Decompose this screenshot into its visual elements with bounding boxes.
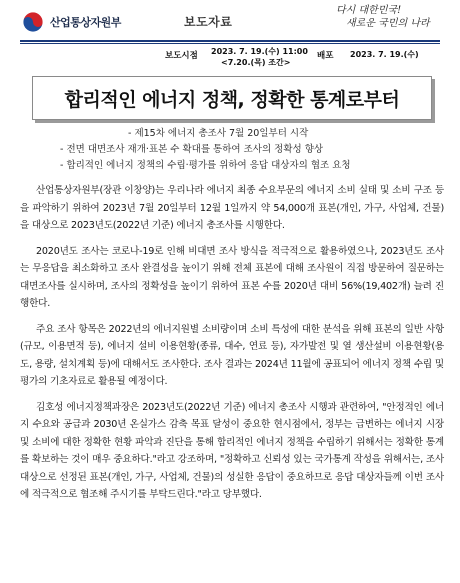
- header-divider-thin: [20, 43, 440, 44]
- body-paragraph: 2020년도 조사는 코로나-19로 인해 비대면 조사 방식을 적극적으로 활용하였으나, 2023년도 조사는 무응답을 최소화하고 조사 완결성을 높이기 위해 전체 표본에 대해 조사원이 직접 방문하여 질문하는 대면조사를 실시하며, 조사의 정확성을 높이기 위하여 표본 수를 2020년 대비 56%(19,402개) 늘려 진행한다.: [20, 245, 444, 309]
- release-time-label: 보도시점: [165, 51, 198, 61]
- article-body: [20, 182, 444, 504]
- subtitle-item: - 합리적인 에너지 정책의 수립·평가를 위하여 응답 대상자의 협조 요청: [60, 160, 351, 171]
- press-release-header: [0, 0, 460, 44]
- subtitle-item: - 제15차 에너지 총조사 7월 20일부터 시작: [128, 128, 309, 139]
- body-paragraph: 산업통상자원부(장관 이창양)는 우리나라 에너지 최종 수요부문의 에너지 소비 실태 및 소비 구조 등을 파악하기 위하여 2023년 7월 20일부터 12월 1일까지 약 54,000개 표본(개인, 가구, 사업체, 건물)을 대상으로 2023년도(2022년 기준) 에너지 총조사를 시행한다.: [20, 185, 444, 231]
- distribution-date: 2023. 7. 19.(수): [350, 50, 419, 59]
- subtitle-list: [60, 126, 450, 174]
- header-divider-thick: [20, 40, 440, 42]
- release-time-value: 2023. 7. 19.(수) 11:00: [211, 47, 308, 56]
- slogan-line-2: 새로운 국민의 나라: [346, 18, 430, 29]
- headline-box: [32, 76, 432, 120]
- taegeuk-emblem-icon: [22, 11, 44, 33]
- slogan-line-1: 다시 대한민국!: [336, 5, 402, 16]
- release-time-morning-edition: <7.20.(목) 조간>: [221, 58, 291, 67]
- body-paragraph: 김호성 에너지정책과장은 2023년도(2022년 기준) 에너지 총조사 시행과 관련하여, "안정적인 에너지 수요와 공급과 2030년 온실가스 감축 목표 달성이 중요한 현시점에서, 정부는 급변하는 에너지 시장 및 소비에 대한 정확한 현황 파악과 진단을 통해 합리적인 에너지 정책을 수립하기 위해서는 정확한 통계를 확보하는 것이 매우 중요하다."라고 강조하며, "정확하고 신뢰성 있는 국가통계 작성을 위해서는, 조사 대상으로 선정된 표본(개인, 가구, 사업체, 건물)의 성실한 응답이 중요하므로 응답 대상자들께 이번 조사에 적극적으로 협조해 주시기를 부탁드린다."라고 당부했다.: [20, 401, 444, 500]
- headline-title: 합리적인 에너지 정책, 정확한 통계로부터: [64, 88, 400, 111]
- subtitle-item: - 전면 대면조사 재개·표본 수 확대를 통하여 조사의 정확성 향상: [60, 144, 324, 155]
- embargo-info: [165, 46, 445, 70]
- distribution-label: 배포: [317, 51, 334, 61]
- body-paragraph: 주요 조사 항목은 2022년의 에너지원별 소비량이며 소비 특성에 대한 분석을 위해 표본의 일반 사항(규모, 이용면적 등), 에너지 설비 이용현황(종류, 대수, 연료 등), 자가발전 및 열 생산설비 이용현황(용도, 용량, 설치계획 등)에 대해서도 조사한다. 조사 결과는 2024년 11월에 공표되어 에너지 정책 수립 및 평가의 기초자료로 활용될 예정이다.: [20, 323, 444, 387]
- ministry-name: 산업통상자원부: [50, 16, 121, 29]
- government-slogan: [336, 4, 446, 38]
- ministry-logo: [22, 8, 132, 36]
- document-type-label: 보도자료: [184, 15, 233, 29]
